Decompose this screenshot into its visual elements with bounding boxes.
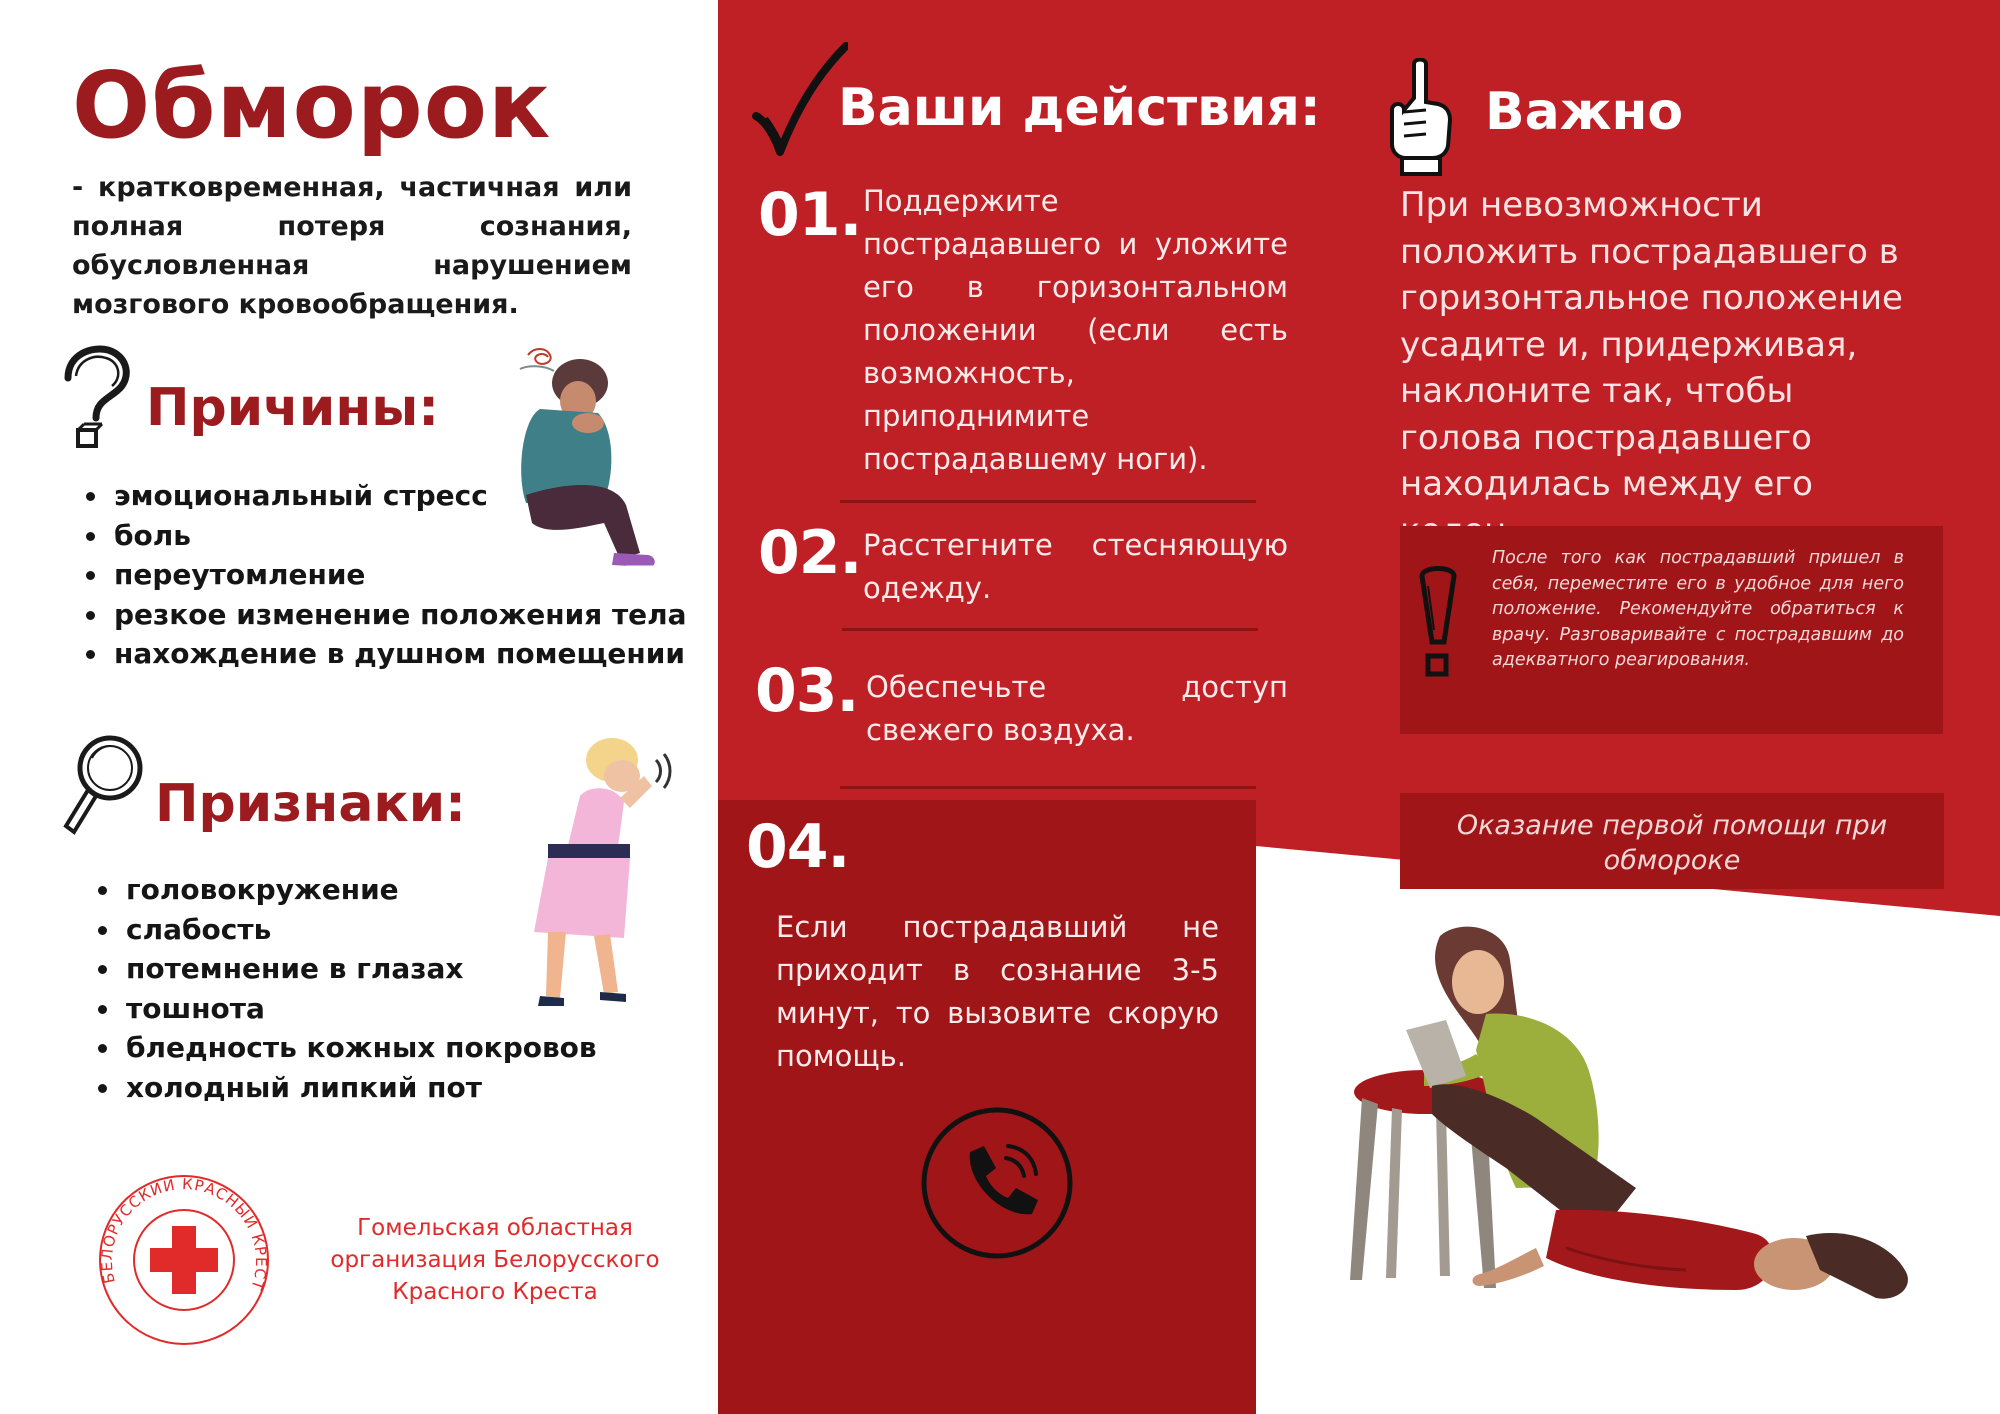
signs-heading: Признаки: [155,774,466,834]
sign-item: • тошнота [122,989,682,1029]
step-number: 02. [758,518,862,588]
step-text: Расстегните стесняющую одежду. [863,528,1288,605]
question-mark-icon [58,344,136,454]
sign-item: • слабость [122,910,682,950]
sign-item: • бледность кожных покровов [122,1028,682,1068]
divider [842,628,1258,631]
cause-item: • боль [110,516,720,556]
note-text: После того как пострадавший пришел в себя, переместите его в удобное для него положение. Рекомендуйте обратиться к врачу. Разговаривайте с пострадавшим до адекватного реагирования. [1492,548,1904,670]
divider [840,500,1256,503]
step-text: Если пострадавший не приходит в сознание 3-5 минут, то вызовите скорую помощь. [776,910,1219,1073]
raised-finger-icon [1386,58,1454,178]
step-number: 01. [758,180,862,250]
step-text: Поддержите пострадавшего и уложите его в горизонтальном положении (если есть возможность, приподнимите пострадавшему ноги). [863,184,1288,476]
causes-heading: Причины: [146,378,440,438]
checkmark-icon [752,40,848,158]
caption-text: Оказание первой помощи при обмороке [1456,810,1888,876]
magnifier-icon [58,730,150,842]
important-heading: Важно [1485,82,1684,142]
sign-item: • холодный липкий пот [122,1068,682,1108]
definition-text: - кратковременная, частичная или полная потеря сознания, обусловленная нарушением мозгового кровообращения. [72,172,632,320]
cause-item: • резкое изменение положения тела [110,595,720,635]
step-number: 04. [746,812,850,882]
phone-icon [920,1106,1074,1260]
sign-item: • головокружение [122,870,682,910]
signs-list [84,870,682,1107]
cause-item: • эмоциональный стресс [110,476,720,516]
exclamation-icon [1416,566,1460,684]
organization-name: Гомельская областная организация Белорусского Красного Креста [330,1215,660,1305]
divider [840,786,1256,789]
important-text: При невозможности положить пострадавшего в горизонтальное положение усадите и, придерживая, наклоните так, чтобы голова пострадавшего находилась между его [1400,185,1903,504]
cause-item: • нахождение в душном помещении [110,634,720,674]
actions-heading: Ваши действия: [838,78,1321,138]
step-number: 03. [755,656,859,726]
sign-item: • потемнение в глазах [122,949,682,989]
red-cross-logo [96,1172,272,1348]
page-title: Обморок [72,52,552,159]
cause-item: • переутомление [110,555,720,595]
causes-list [72,476,720,674]
first-aid-illustration [1336,918,1942,1328]
logo-text: БЕЛОРУССКИЙ КРАСНЫЙ КРЕСТ [97,1175,271,1294]
step-text: Обеспечьте доступ свежего воздуха. [866,670,1288,747]
